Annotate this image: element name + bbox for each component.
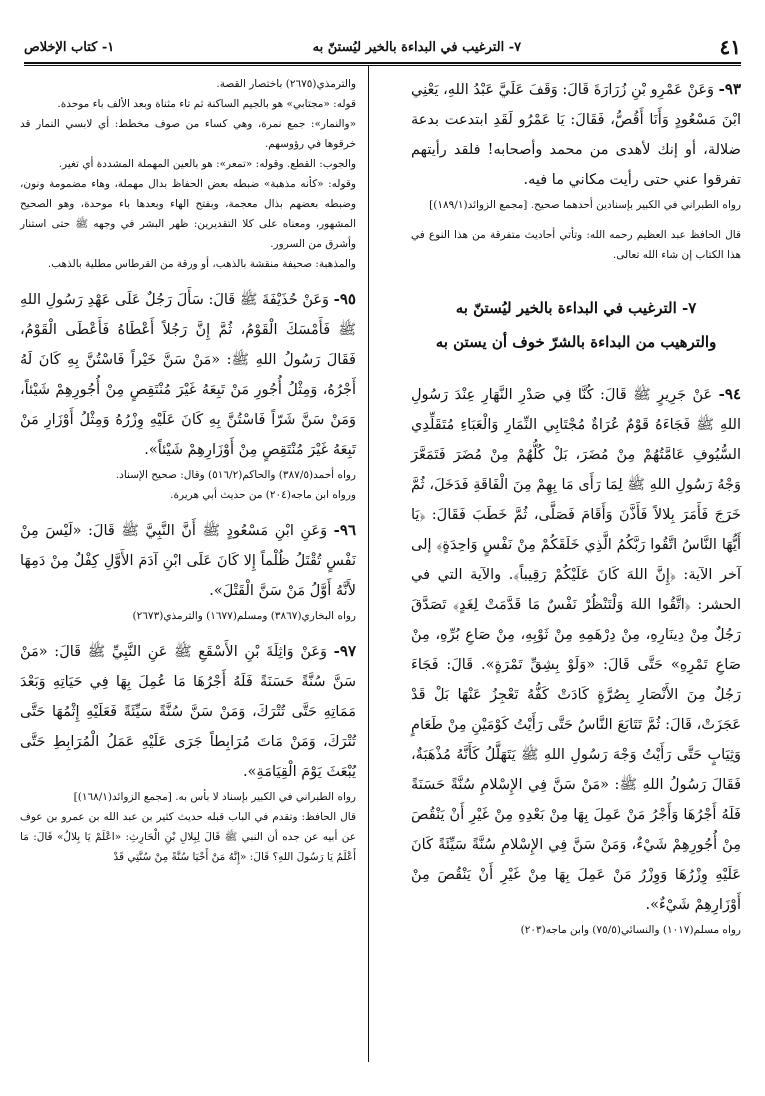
book-title: ١- كتاب الإخلاص bbox=[24, 39, 115, 55]
hadith-source: رواه أحمد(٣٨٧/٥) والحاكم(٥١٦/٢) وقال: صحيح الإسناد. bbox=[115, 469, 356, 481]
hadith-number: ٩٦- bbox=[333, 521, 357, 539]
hadith-97 bbox=[20, 636, 356, 787]
page-header bbox=[24, 34, 741, 60]
hadith-number: ٩٧- bbox=[333, 642, 357, 660]
hadith-source: رواه البخاري(٣٨٦٧) ومسلم(١٦٧٧) والترمذي(٢٦٧٣) bbox=[132, 610, 356, 622]
left-column bbox=[20, 74, 356, 867]
footnote: والجوب: القطع. وقوله: «تمعر»: هو بالعين المهملة المشددة أي تغير. bbox=[58, 158, 356, 170]
footnote: والمذهبة: صحيفة منقشة بالذهب، أو ورقة من القرطاس مطلية بالذهب. bbox=[47, 258, 356, 270]
hadith-text: وَعَنْ عَمْرِو بْنِ زُرَارَةَ قَالَ: وَقَفَ عَلَيَّ عَبْدُ اللهِ، يَعْنِي ابْنَ مَسْعُودٍ وَأَنَا أَقُصُّ، فَقَالَ: يَا عَمْرُو لَقَدِ ابتدعت بدعة ضلالة، أو إنك لأهدى من محمد وأصحابه! فلقد رأيتهم تفرقوا عني حتى رأيت مكاني ما فيه. bbox=[411, 82, 741, 188]
hadith-text: وَعَنِ ابْنِ مَسْعُودٍ ﷺ أَنَّ النَّبِيَّ ﷺ قَالَ: «لَيْسَ مِنْ نَفْسٍ تُقْتَلُ ظُلْماً إِلا كَانَ عَلَى ابْنِ آدَمَ الأَوَّلِ كِفْلٌ مِنْ دَمِهَا لأَنَّهُ أَوَّلُ مَنْ سَنَّ الْقَتْلَ». bbox=[20, 523, 356, 599]
hadith-93 bbox=[411, 74, 741, 195]
footnote: وقوله: «كأنه مذهبة» ضبطه بعض الحفاظ بدال مهملة، وهاء مضمومة ونون، وضبطه بعضهم بذال معجمة، وبفتح الهاء وبعدها باء موحدة، وهو الصحيح المشهور، ومعناه على كلا التقديرين: ظهر البشر في وجهه ﷺ حتى استنار وأشرق من السرور. bbox=[20, 178, 356, 250]
column-divider bbox=[368, 66, 369, 1062]
running-title: ٧- الترغيب في البداءة بالخير ليُستنّ به bbox=[312, 39, 522, 55]
hadith-source: ورواه ابن ماجه(٢٠٤) من حديث أبي هريرة. bbox=[170, 489, 356, 501]
hadith-text: وَعَنْ حُذَيْفَةَ ﷺ قَالَ: سَأَلَ رَجُلٌ عَلَى عَهْدِ رَسُولِ اللهِ ﷺ فَأَمْسَكَ الْقَوْمُ، ثُمَّ إِنَّ رَجُلاً أَعْطَاهُ فَأَعْطَى الْقَوْمُ، فَقَالَ رَسُولُ اللهِ ﷺ: «مَنْ سَنَّ خَيْراً فَاسْتُنَّ بِهِ كَانَ لَهُ أَجْرُهُ، وَمِثْلُ أُجُورِ مَنْ تَبِعَهُ غَيْرَ مُنْتَقِصٍ مِنْ أُجُورِهِمْ شَيْئاً، وَمَنْ سَنَّ شَرّاً فَاسْتُنَّ بِهِ كَانَ عَلَيْهِ وِزْرُهُ وَمِثْلُ أَوْزَارِ مَنْ تَبِعَهُ غَيْرَ مُنْتَقِصٍ مِنْ أَوْزَارِهِمْ شَيْئاً». bbox=[20, 292, 356, 458]
footnote: «والنمار»: جمع نمرة، وهي كساء من صوف مخطط: أي لابسي النمار قد خرقوها في رؤوسهم. bbox=[20, 118, 356, 150]
header-rule bbox=[24, 62, 741, 64]
hadith-source: رواه الطبراني في الكبير بإسناد لا بأس به. [مجمع الزوائد(١٦٨/١)] bbox=[73, 791, 356, 803]
hadith-text: وَعَنْ وَاثِلَةَ بْنِ الأَسْقَعِ ﷺ عَنِ النَّبِيِّ ﷺ قَالَ: «مَنْ سَنَّ سُنَّةً حَسَنَةً فَلَهُ أَجْرُهَا مَا عُمِلَ بِهَا فِي حَيَاتِهِ وَبَعْدَ مَمَاتِهِ حَتَّى تُتْرَكَ، وَمَنْ سَنَّ سُنَّةً سَيِّئَةً فَعَلَيْهِ إِثْمُهَا حَتَّى تُتْرَكَ، وَمَنْ مَاتَ مُرَابِطاً جَرَى عَلَيْهِ عَمَلُ الْمُرَابِطِ حَتَّى يُبْعَثَ يَوْمَ الْقِيَامَةِ». bbox=[20, 644, 356, 780]
header-rule-thin bbox=[24, 65, 741, 66]
hadith-note: قال الحافظ: وتقدم في الباب قبله حديث كثير بن عبد الله بن عمرو بن عوف عن أبيه عن جده أن النبي ﷺ قَالَ لِبِلالِ بْنِ الْحَارِثِ: «اعْلَمْ يَا بِلالُ» قَالَ: مَا أَعْلَمُ يَا رَسُولَ اللهِ؟ قَالَ: «إِنَّهُ مَنْ أَحْيَا سُنَّةً مِنْ سُنَّتِي قَدْ bbox=[20, 811, 356, 863]
hadith-source: رواه مسلم(١٠١٧) والنسائي(٧٥/٥) وابن ماجه(٢٠٣) bbox=[520, 924, 741, 936]
hadith-number: ٩٤- bbox=[718, 385, 742, 403]
chapter-title: ٧- الترغيب في البداءة بالخير ليُستنّ به bbox=[455, 299, 697, 317]
chapter-subtitle: والترهيب من البداءة بالشرّ خوف أن يستن به bbox=[435, 333, 717, 351]
hadith-94 bbox=[411, 379, 741, 920]
footnote: والترمذي(٢٦٧٥) باختصار القصة. bbox=[216, 78, 356, 90]
hadith-text: عَنْ جَرِيرٍ ﷺ قَالَ: كُنَّا فِي صَدْرِ النَّهَارِ عِنْدَ رَسُولِ اللهِ ﷺ فَجَاءَهُ قَوْمٌ عُرَاةٌ مُجْتَابِي النِّمَارِ وَالْعَبَاءِ مُتَقَلِّدِي السُّيُوفِ عَامَّتُهُمْ مِنْ مُضَرَ، بَلْ كُلُّهُمْ مِنْ مُضَرَ فَتَمَعَّرَ وَجْهُ رَسُولِ اللهِ ﷺ لِمَا رَأَى مَا بِهِمْ مِنَ الْفَاقَةِ فَدَخَلَ، ثُمَّ خَرَجَ فَأَمَرَ بِلالاً فَأَذَّنَ وَأَقَامَ فَصَلَّى، ثُمَّ خَطَبَ فَقَالَ: ﴿يَا أَيُّهَا النَّاسُ اتَّقُوا رَبَّكُمُ الَّذِي خَلَقَكُمْ مِنْ نَفْسٍ وَاحِدَةٍ﴾ إلى آخر الآية: ﴿إِنَّ اللهَ كَانَ عَلَيْكُمْ رَقِيباً﴾. والآية التي في الحشر: ﴿اتَّقُوا اللهَ وَلْتَنْظُرْ نَفْسٌ مَا قَدَّمَتْ لِغَدٍ﴾ تَصَدَّقَ رَجُلٌ مِنْ دِينَارِهِ، مِنْ دِرْهَمِهِ مِنْ ثَوْبِهِ، مِنْ صَاعِ بُرِّهِ، مِنْ صَاعِ تَمْرِهِ» حَتَّى قَالَ: «وَلَوْ بِشِقِّ تَمْرَةٍ». قَالَ: فَجَاءَ رَجُلٌ مِنَ الأَنْصَارِ بِصُرَّةٍ كَادَتْ كَفُّهُ تَعْجِزُ عَنْهَا بَلْ قَدْ عَجَزَتْ، قَالَ: ثُمَّ تَتَابَعَ النَّاسُ حَتَّى رَأَيْتُ كَوْمَيْنِ مِنْ طَعَامٍ وَثِيَابٍ حَتَّى رَأَيْتُ وَجْهَ رَسُولِ اللهِ ﷺ يَتَهَلَّلُ كَأَنَّهُ مُذْهَبَةٌ، فَقَالَ رَسُولُ اللهِ ﷺ: «مَنْ سَنَّ فِي الإِسْلامِ سُنَّةً حَسَنَةً فَلَهُ أَجْرُهَا وَأَجْرُ مَنْ عَمِلَ بِهَا مِنْ بَعْدِهِ مِنْ غَيْرِ أَنْ يَنْقُصَ مِنْ أُجُورِهِمْ شَيْءٌ، وَمَنْ سَنَّ فِي الإِسْلامِ سُنَّةً سَيِّئَةً كَانَ عَلَيْهِ وِزْرُهَا وَوِزْرُ مَنْ عَمِلَ بِهَا مِنْ غَيْرِ أَنْ يَنْقُصَ مِنْ أَوْزَارِهِمْ شَيْءٌ». bbox=[411, 387, 741, 913]
hadith-number: ٩٣- bbox=[718, 80, 742, 98]
hadith-96 bbox=[20, 515, 356, 606]
right-column bbox=[411, 74, 741, 940]
footnote: قوله: «مجتابي» هو بالجيم الساكنة ثم تاء مثناة وبعد الألف باء موحدة. bbox=[57, 98, 356, 110]
hadith-source: رواه الطبراني في الكبير بإسنادين أحدهما صحيح. [مجمع الزوائد(١٨٩/١)] bbox=[429, 199, 741, 211]
hadith-number: ٩٥- bbox=[333, 290, 356, 308]
page-number: ٤١ bbox=[719, 35, 741, 59]
chapter-heading bbox=[411, 291, 741, 359]
editor-note: قال الحافظ عبد العظيم رحمه الله: وتأتي أحاديث متفرقة من هذا النوع في هذا الكتاب إن شاء الله تعالى. bbox=[411, 229, 741, 261]
hadith-95 bbox=[20, 284, 356, 465]
